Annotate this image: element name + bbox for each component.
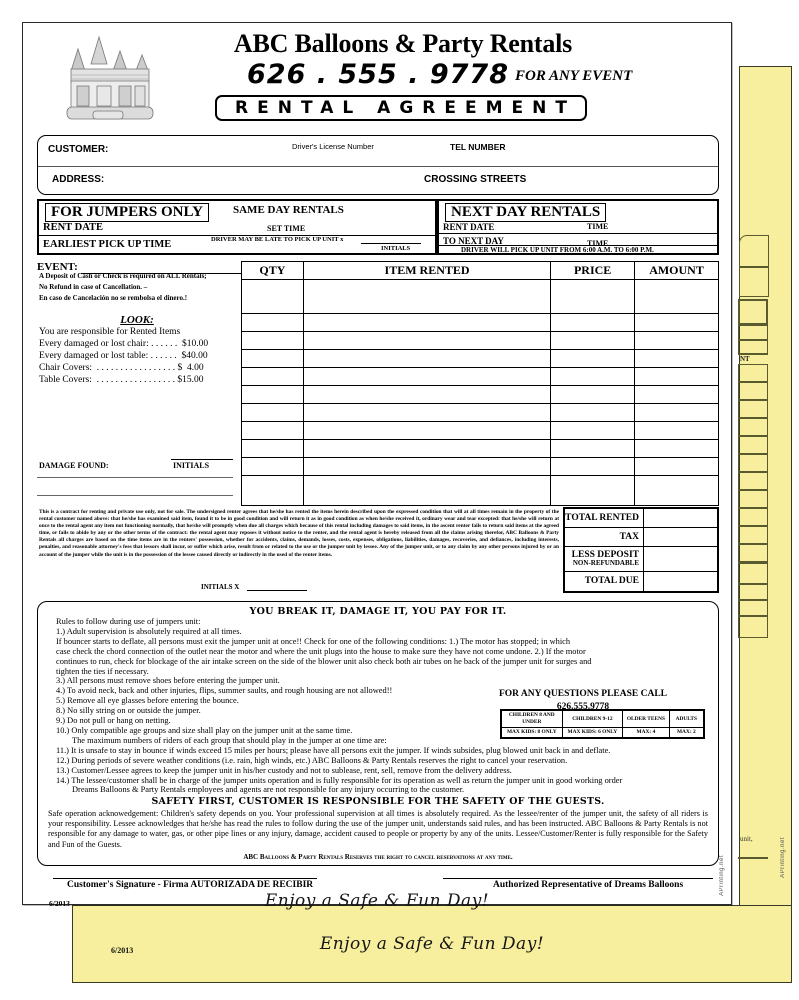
deposit-note: A Deposit of Cash or Check is required on ALL Rentals;: [39, 272, 207, 280]
ghost-box: [738, 325, 768, 340]
total-value[interactable]: [643, 509, 717, 527]
table-header-row: [242, 262, 719, 280]
total-row: [565, 528, 717, 547]
max-riders-group-row: [502, 711, 704, 728]
representative-signature-rule[interactable]: [443, 878, 713, 879]
total-label: TOTAL RENTED: [565, 512, 639, 523]
set-time-label: SET TIME: [267, 224, 306, 233]
table-cell-item[interactable]: [303, 476, 550, 506]
ghost-rule: [738, 857, 768, 859]
table-cell-item[interactable]: [303, 314, 550, 332]
table-cell-amount[interactable]: [635, 350, 719, 368]
table-cell-amount[interactable]: [635, 404, 719, 422]
table-cell-price[interactable]: [551, 368, 635, 386]
total-row: [565, 509, 717, 528]
driver-late-label: DRIVER MAY BE LATE TO PICK UP UNIT x: [211, 236, 344, 243]
next-day-rentals-box: [437, 199, 719, 255]
ghost-box: [738, 562, 768, 584]
printer-credit: APrinting.net: [719, 855, 725, 896]
divider: [38, 166, 718, 167]
form-title: RENTAL AGREEMENT: [235, 98, 576, 118]
ghost-box: [738, 472, 768, 490]
table-row: [242, 386, 719, 404]
ghost-box: [738, 544, 768, 562]
table-cell-amount[interactable]: [635, 476, 719, 506]
table-cell-qty[interactable]: [242, 440, 304, 458]
earliest-pickup-label: EARLIEST PICK UP TIME: [43, 239, 172, 250]
same-day-rentals-title: SAME DAY RENTALS: [233, 204, 344, 216]
rule-line: 5.) Remove all eye glasses before entering the bounce.: [56, 696, 239, 706]
customer-signature-label: Customer's Signature - Firma AUTORIZADA DE RECIBIR: [67, 880, 314, 890]
ghost-box: [738, 600, 768, 616]
look-line: Every damaged or lost chair: . . . . . . $10.00: [39, 339, 209, 349]
table-cell-amount[interactable]: [635, 422, 719, 440]
total-row: [565, 547, 717, 572]
masthead: [23, 23, 731, 136]
table-row: [242, 422, 719, 440]
rule-line: 13.) Customer/Lessee agrees to keep the jumper unit in his/her custody and not to sublease, rent, sell, remove from the delivery address.: [56, 765, 512, 775]
max-riders-value: MAX: 2: [669, 728, 703, 738]
rent-date-label: RENT DATE: [43, 222, 104, 233]
damage-rule[interactable]: [37, 495, 233, 496]
rules-box: [37, 601, 719, 866]
table-cell-qty[interactable]: [242, 422, 304, 440]
ghost-box: [738, 418, 768, 436]
break-it-title: YOU BREAK IT, DAMAGE IT, YOU PAY FOR IT.: [249, 606, 507, 617]
deposit-note: No Refund in case of Cancellation. –: [39, 283, 148, 291]
bounce-house-logo-icon: [55, 31, 165, 131]
ghost-box: [738, 340, 768, 355]
form-date-code: 6/2013: [49, 899, 70, 908]
drivers-license-label: Driver's License Number: [292, 142, 374, 151]
max-riders-value: MAX: 4: [623, 728, 669, 738]
table-cell-qty[interactable]: [242, 476, 304, 506]
damage-initials-rule[interactable]: [171, 459, 233, 460]
safety-first-title: SAFETY FIRST, CUSTOMER IS RESPONSIBLE FOR THE SAFETY OF THE GUESTS.: [151, 796, 605, 807]
table-cell-amount[interactable]: [635, 386, 719, 404]
rule-line: case check the chord connection of the outlet near the motor and where the unit plugs into the house to make sure they have not come undone. 2.) If the motor: [56, 646, 586, 656]
total-sublabel: NON-REFUNDABLE: [572, 559, 639, 567]
max-riders-table: [501, 710, 704, 738]
table-row: [242, 314, 719, 332]
table-row: [242, 476, 719, 506]
rental-agreement-form: [22, 22, 732, 911]
rule-line: 14.) The lessee/customer shall be in charge of the jumper units operation and is fully responsible for its operation as well as return the jumper unit in good working order: [56, 775, 623, 785]
max-riders-value: MAX KIDS: 8 ONLY: [502, 728, 563, 738]
rule-line: Dreams Balloons & Party Rentals employees and agents are not responsible for any injury occurring to the customer.: [72, 785, 465, 795]
table-cell-item[interactable]: [303, 280, 550, 314]
deposit-note: En caso de Cancelación no se rembolsa el dinero.!: [39, 294, 188, 302]
address-label: ADDRESS:: [52, 174, 105, 185]
ghost-box: [738, 490, 768, 508]
table-cell-amount[interactable]: [635, 368, 719, 386]
rentals-band: [37, 199, 719, 255]
table-row: [242, 440, 719, 458]
table-cell-price[interactable]: [551, 458, 635, 476]
table-cell-price[interactable]: [551, 350, 635, 368]
rule-line: 8.) No silly string on or outside the jumper.: [56, 706, 201, 716]
divider: [439, 233, 717, 234]
ghost-box: [738, 526, 768, 544]
customer-signature-rule[interactable]: [53, 878, 317, 879]
damage-found-label: DAMAGE FOUND:: [39, 461, 109, 470]
enjoy-text: Enjoy a Safe & Fun Day!: [264, 891, 490, 911]
ghost-box: [738, 382, 768, 400]
look-title: LOOK:: [120, 314, 154, 326]
table-cell-amount[interactable]: [635, 458, 719, 476]
table-row: [242, 280, 719, 314]
carbon-date-code: 6/2013: [111, 946, 134, 955]
table-cell-price[interactable]: [551, 476, 635, 506]
next-day-rentals-title: NEXT DAY RENTALS: [445, 203, 606, 222]
damage-rule[interactable]: [37, 477, 233, 478]
ghost-box: [738, 508, 768, 526]
ghost-box: [738, 436, 768, 454]
rule-line: 3.) All persons must remove shoes before entering the jumper unit.: [56, 676, 280, 686]
table-cell-price[interactable]: [551, 314, 635, 332]
rule-line: 4.) To avoid neck, back and other injuries, flips, summer saults, and rough housing are not allowed!!: [56, 686, 393, 696]
items-table-body: [242, 280, 719, 506]
ghost-box: [738, 364, 768, 382]
table-cell-qty[interactable]: [242, 314, 304, 332]
max-riders-value: MAX KIDS: 6 ONLY: [562, 728, 623, 738]
company-name: ABC Balloons & Party Rentals: [233, 29, 573, 58]
max-riders-group: OLDER TEENS: [623, 711, 669, 728]
total-value[interactable]: [643, 572, 717, 591]
col-header-item: ITEM RENTED: [303, 262, 550, 280]
printer-credit-carbon: APrinting.net: [780, 837, 786, 878]
table-cell-item[interactable]: [303, 350, 550, 368]
look-line: Table Covers: . . . . . . . . . . . . . . . . . $15.00: [39, 375, 204, 385]
look-line: Every damaged or lost table: . . . . . . $40.00: [39, 351, 208, 361]
crossing-streets-label: CROSSING STREETS: [424, 174, 527, 185]
look-line: You are responsible for Rented Items: [39, 327, 181, 337]
total-value[interactable]: [643, 528, 717, 546]
for-jumpers-only-box: [37, 199, 437, 255]
max-riders-group: CHILDREN 8 AND UNDER: [502, 711, 563, 728]
to-next-day-label: TO NEXT DAY: [443, 236, 504, 246]
call-phone: 626.555.9778: [556, 702, 610, 712]
col-header-price: PRICE: [551, 262, 635, 280]
table-row: [242, 368, 719, 386]
company-tagline: FOR ANY EVENT: [515, 68, 633, 84]
ghost-box: [739, 235, 769, 267]
table-row: [242, 404, 719, 422]
rule-line: If bouncer starts to deflate, all persons must exit the jumper unit at once!! Check for one of the following conditions: 1.) The motor has stopped; in which: [56, 636, 571, 646]
ghost-box: [738, 616, 768, 638]
table-cell-qty[interactable]: [242, 458, 304, 476]
max-riders-group: CHILDREN 9-12: [562, 711, 623, 728]
table-row: [242, 458, 719, 476]
table-cell-qty[interactable]: [242, 386, 304, 404]
carbon-copy-right-strip: [739, 66, 792, 966]
damage-initials-label: INITIALS: [173, 461, 210, 470]
table-cell-amount[interactable]: [635, 314, 719, 332]
for-jumpers-only-title: FOR JUMPERS ONLY: [45, 203, 209, 222]
form-title-box: [215, 95, 587, 121]
table-cell-qty[interactable]: [242, 332, 304, 350]
table-cell-item[interactable]: [303, 332, 550, 350]
table-cell-item[interactable]: [303, 404, 550, 422]
table-cell-item[interactable]: [303, 458, 550, 476]
look-line: Chair Covers: . . . . . . . . . . . . . . . . . $ 4.00: [39, 363, 204, 373]
items-table-wrap: [241, 261, 719, 506]
company-phone: 626 . 555 . 9778: [247, 59, 509, 90]
ghost-box: [738, 454, 768, 472]
table-cell-item[interactable]: [303, 368, 550, 386]
col-header-amount: AMOUNT: [635, 262, 719, 280]
initials-label: INITIALS: [381, 245, 411, 252]
total-label: TAX: [619, 531, 639, 542]
total-label: LESS DEPOSIT: [571, 549, 639, 560]
ghost-unit-label: unit,: [740, 835, 753, 843]
rule-line: 12.) During periods of severe weather conditions (i.e. rain, high winds, etc.) ABC Balloons & Party Rentals reserves the right to cancel your reservation.: [56, 755, 568, 765]
max-riders-table-wrap: [500, 709, 705, 739]
table-row: [242, 332, 719, 350]
representative-signature-label: Authorized Representative of Dreams Balloons: [493, 880, 684, 890]
initials-x-label: INITIALS X: [201, 583, 240, 591]
table-cell-price[interactable]: [551, 440, 635, 458]
ghost-box: [738, 400, 768, 418]
ghost-box: [738, 584, 768, 600]
carbon-enjoy-text: Enjoy a Safe & Fun Day!: [319, 934, 545, 954]
rule-line: tighten the ties if necessary.: [56, 666, 149, 676]
ghost-box: [738, 299, 768, 325]
customer-label: CUSTOMER:: [48, 144, 109, 155]
tel-number-label: TEL NUMBER: [450, 142, 506, 152]
col-header-qty: QTY: [242, 262, 304, 280]
max-riders-value-row: [502, 728, 704, 738]
totals-box: [563, 507, 719, 593]
safety-acknowledgement-text: Safe operation acknowedgement: Children's safety depends on you. Your professional supervision at all times is absolutely required. As the lessee/renter of the jumper unit, the safety of all riders is your responsibility. Lessee acknowledges that he/she has read the rules to follow during the use of the jumper unit, understands said rules, and has been instructed. ABC Balloons & Party Rentals is not responsible for any damage to water, gas, or other pipe lines or any injury, damage, accident caused to people or property by any of the units. Lessee/Customer/Renter is fully responsible for the Safety and Fun of the Guests.: [48, 809, 708, 849]
table-cell-price[interactable]: [551, 404, 635, 422]
table-cell-price[interactable]: [551, 386, 635, 404]
call-title: FOR ANY QUESTIONS PLEASE CALL: [498, 689, 668, 699]
rule-line: Rules to follow during use of jumpers unit:: [56, 617, 201, 626]
table-cell-qty[interactable]: [242, 350, 304, 368]
table-cell-item[interactable]: [303, 386, 550, 404]
ghost-amount-label: NT: [740, 355, 750, 363]
table-cell-amount[interactable]: [635, 280, 719, 314]
driver-pickup-note: DRIVER WILL PICK UP UNIT FROM 6:00 A.M. TO 6:00 P.M.: [461, 246, 654, 254]
customer-block: [37, 135, 719, 195]
driver-late-rule: [361, 243, 421, 244]
table-cell-amount[interactable]: [635, 440, 719, 458]
table-cell-price[interactable]: [551, 422, 635, 440]
rule-line: 9.) Do not pull or hang on netting.: [56, 716, 171, 726]
items-table: [241, 261, 719, 506]
rule-line: 1.) Adult supervision is absolutely required at all times.: [56, 626, 242, 636]
table-cell-item[interactable]: [303, 440, 550, 458]
max-riders-group: ADULTS: [669, 711, 703, 728]
total-value[interactable]: [643, 547, 717, 571]
initials-x-rule[interactable]: [247, 590, 307, 591]
table-cell-item[interactable]: [303, 422, 550, 440]
rule-line: The maximum numbers of riders of each group that should play in the jumper at one time are:: [72, 735, 387, 745]
event-label: EVENT:: [37, 261, 78, 273]
table-cell-qty[interactable]: [242, 368, 304, 386]
deposit-notes: [39, 271, 235, 386]
table-cell-price[interactable]: [551, 280, 635, 314]
legal-terms-text: This is a contract for renting and private use only, not for sale. The undersigned renter agrees that he/she has rented the items herein described upon the expressed condition that will at all times remain in the property of the rental customer named above: that he/she has examined said item, found it to be in good condition and will return it as in good condition as when he/she received it, ordinary wear and tear excepted: that he/she will return at once to the rental agent any item not functioning normally, that he/she will promptly when due all charges which because of this rental including damages to said items, in the ascent renter fails to return said items at the agreed time, or fails to abide by any or the other terms of the contract: the rental agent may reposes it without notice to the renter, and the rental agent is hereby released from all the claims arising therefor, ABC Balloons & Party Rentals all charges are based on the time items are in the renters' possession, whether for accidents, claims, demands, losses, costs, expenses, obligations, liabilities, damages, recoveries, and defiances, including interests, penalties, and reasonable attorney's fees that lessors shall incur, or suffer which arise, result from or related to the use or the jumper unit by lessee. Any of the jumper unit, or to any claim by any other persons injured by or an account of the jumper while the unit is in the possession of the lessee caused directly or indirectly in the used of the renter items.: [39, 509, 559, 558]
total-label: TOTAL DUE: [584, 576, 639, 587]
table-cell-qty[interactable]: [242, 280, 304, 314]
rule-line: 11.) It is unsafe to stay in bounce if winds exceed 15 miles per hours; please have all persons exit the jumper. If winds subsides, plug blowed unit back in and deflate.: [56, 745, 611, 755]
nd-time-label: TIME: [587, 222, 609, 231]
total-row: [565, 572, 717, 591]
table-cell-qty[interactable]: [242, 404, 304, 422]
nd-time2-label: TIME: [587, 239, 609, 248]
reserve-right-line: ABC Balloons & Party Rentals Reserves the right to cancel reservations at any time.: [243, 852, 513, 861]
rule-line: 10.) Only compatible age groups and size shall play on the jumper unit at the same time.: [56, 725, 353, 735]
table-cell-price[interactable]: [551, 332, 635, 350]
ghost-box: [739, 267, 769, 297]
table-cell-amount[interactable]: [635, 332, 719, 350]
rule-line: continues to run, check for blockage of the air intake screen on the side of the blower unit also check both air tubes on he back of the jumper unit for surges and: [56, 656, 592, 666]
carbon-copy-bottom-strip: [72, 905, 792, 983]
table-row: [242, 350, 719, 368]
nd-rent-date-label: RENT DATE: [443, 222, 495, 232]
